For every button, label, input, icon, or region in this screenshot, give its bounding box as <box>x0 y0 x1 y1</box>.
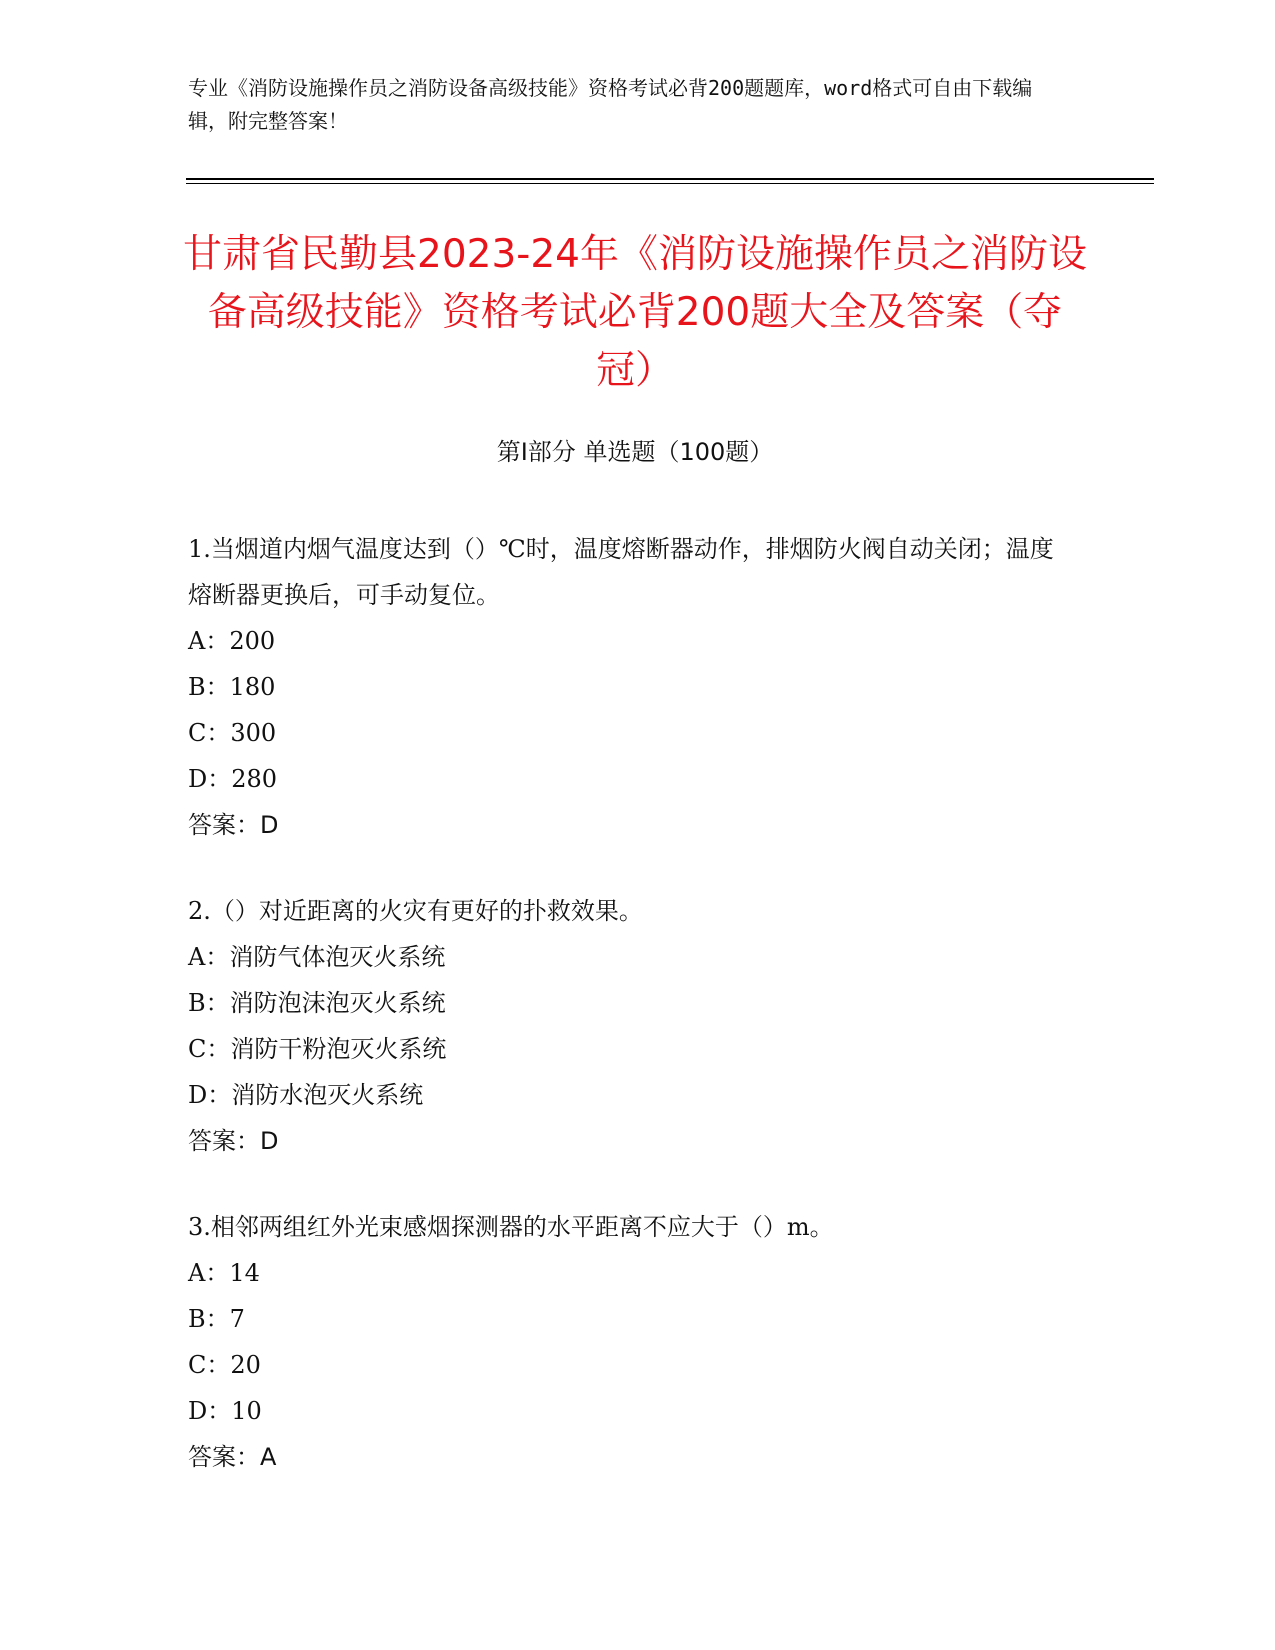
question-1 <box>188 526 1068 848</box>
document-title: 甘肃省民勤县2023-24年《消防设施操作员之消防设备高级技能》资格考试必背200题大全及答案（夺冠） <box>183 232 1087 393</box>
option-c: C：消防干粉泡灭火系统 <box>188 1035 447 1063</box>
question-stem: 2.（）对近距离的火灾有更好的扑救效果。 <box>188 897 643 925</box>
option-d: D：10 <box>188 1397 262 1425</box>
question-2 <box>188 888 1068 1164</box>
answer: 答案：A <box>188 1443 277 1471</box>
option-a: A：消防气体泡灭火系统 <box>188 943 446 971</box>
option-d: D：280 <box>188 765 278 793</box>
section-title: 第Ⅰ部分 单选题（100题） <box>496 438 774 466</box>
question-stem: 3.相邻两组红外光束感烟探测器的水平距离不应大于（）m。 <box>188 1213 834 1241</box>
option-a: A：14 <box>188 1259 260 1287</box>
option-b: B：180 <box>188 673 276 701</box>
option-b: B：消防泡沫泡灭火系统 <box>188 989 446 1017</box>
header-rule-thick <box>186 178 1154 180</box>
question-3 <box>188 1204 1068 1480</box>
question-list <box>188 526 1068 1520</box>
option-b: B：7 <box>188 1305 245 1333</box>
question-stem: 1.当烟道内烟气温度达到（）℃时，温度熔断器动作，排烟防火阀自动关闭；温度熔断器更换后，可手动复位。 <box>188 535 1054 609</box>
option-c: C：300 <box>188 719 277 747</box>
header-rule-thin <box>186 183 1154 184</box>
answer: 答案：D <box>188 1127 279 1155</box>
header-note: 专业《消防设施操作员之消防设备高级技能》资格考试必背200题题库，word格式可自由下载编辑，附完整答案！ <box>188 76 1033 133</box>
answer: 答案：D <box>188 811 279 839</box>
option-c: C：20 <box>188 1351 261 1379</box>
option-d: D：消防水泡灭火系统 <box>188 1081 424 1109</box>
option-a: A：200 <box>188 627 276 655</box>
